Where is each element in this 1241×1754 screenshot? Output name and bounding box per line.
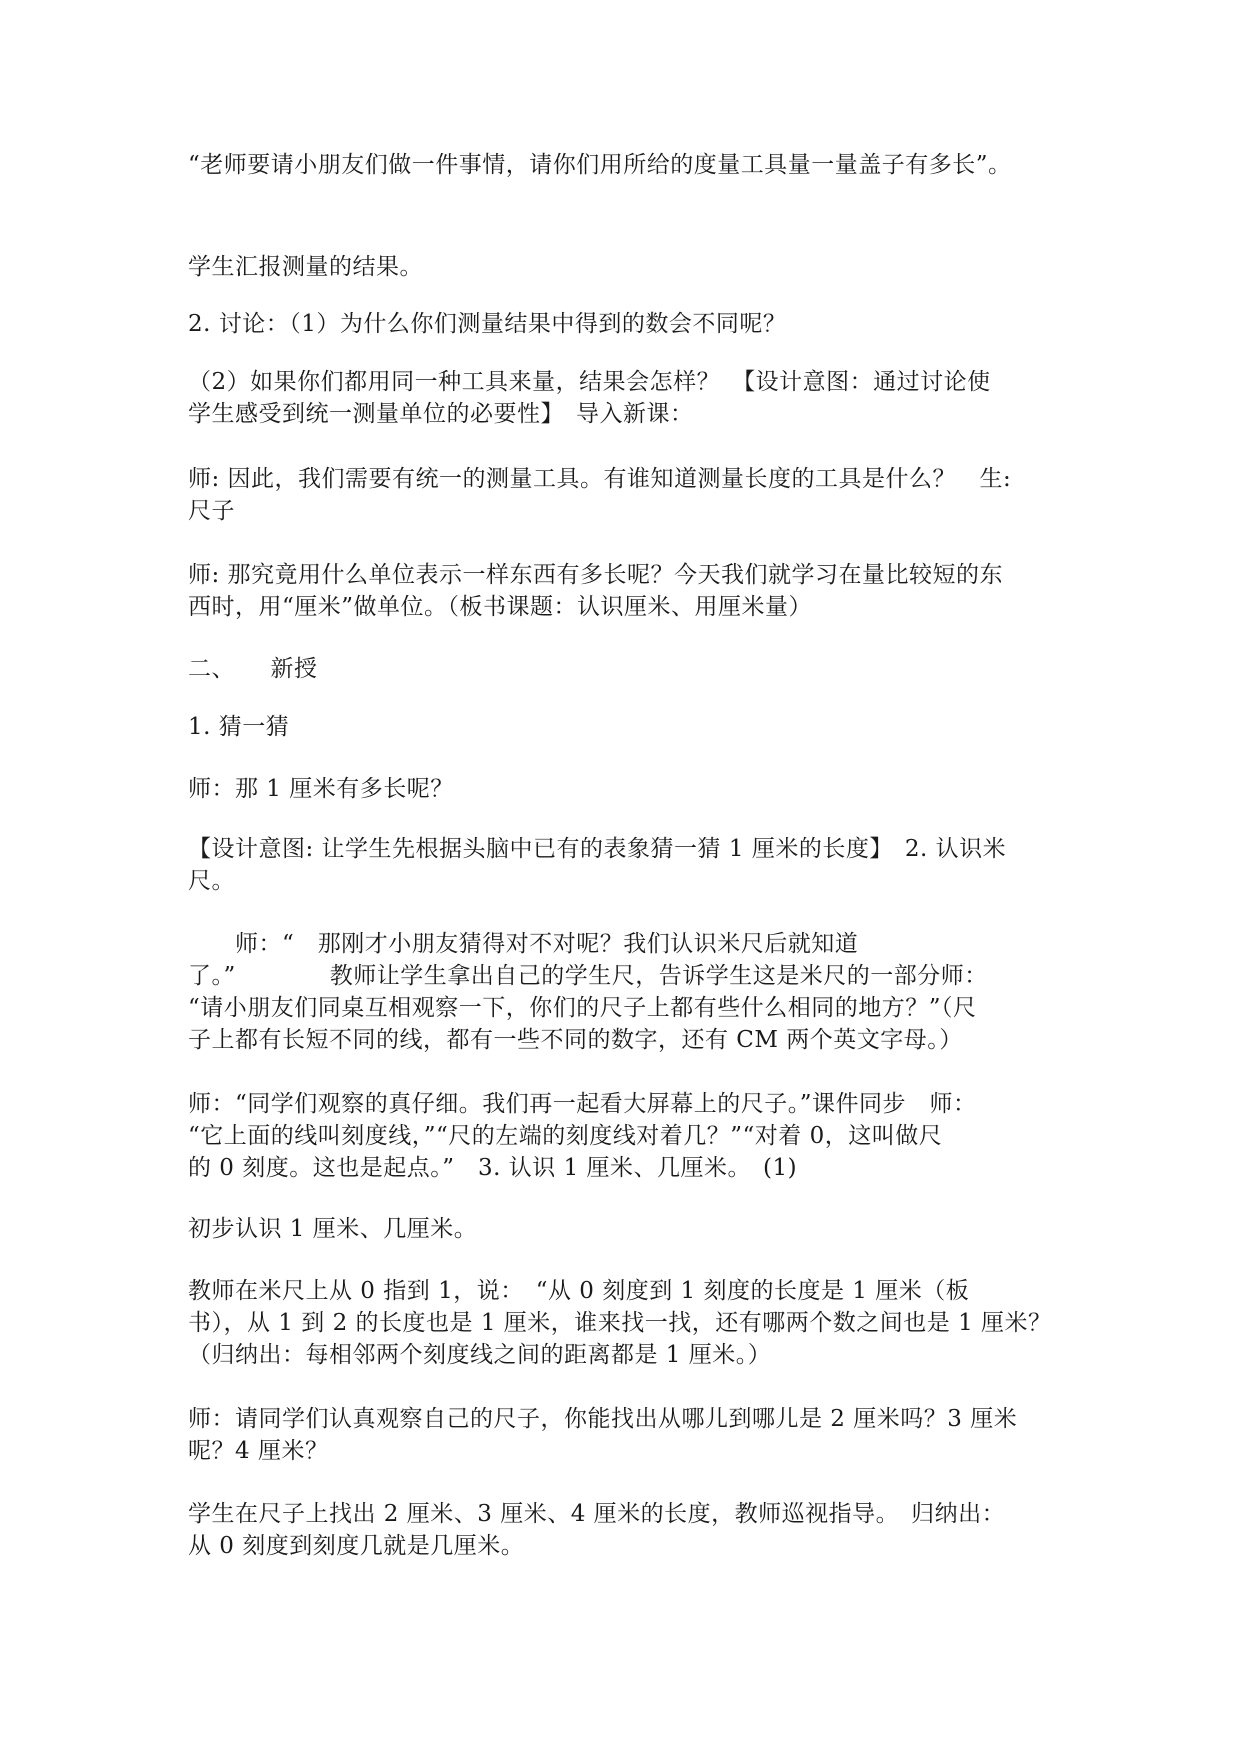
text-line: 初步认识 1 厘米、几厘米。 [188, 1216, 478, 1242]
text-line: 尺。 [188, 868, 235, 894]
text-line: （归纳出：每相邻两个刻度线之间的距离都是 1 厘米。） [188, 1342, 772, 1368]
section-heading: 二、 新授 [188, 656, 318, 682]
text-line: 西时，用“厘米”做单位。（板书课题：认识厘米、用厘米量） [188, 594, 813, 620]
text-line: 呢？4 厘米？ [188, 1438, 329, 1464]
text-line: 师：“同学们观察的真仔细。我们再一起看大屏幕上的尺子。”课件同步 师： [188, 1091, 977, 1117]
text-line: “老师要请小朋友们做一件事情，请你们用所给的度量工具量一量盖子有多长”。 [188, 152, 1012, 178]
text-line: 学生感受到统一测量单位的必要性】 导入新课： [188, 401, 694, 427]
text-line: 师：请同学们认真观察自己的尺子，你能找出从哪儿到哪儿是 2 厘米吗？3 厘米 [188, 1406, 1018, 1432]
text-line: （2）如果你们都用同一种工具来量，结果会怎样？ 【设计意图：通过讨论使 [188, 369, 991, 395]
text-line: 学生在尺子上找出 2 厘米、3 厘米、4 厘米的长度，教师巡视指导。 归纳出： [188, 1501, 1006, 1527]
text-line: 【设计意图: 让学生先根据头脑中已有的表象猜一猜 1 厘米的长度】 2. 认识米 [188, 836, 1007, 862]
text-line: 师: 因此，我们需要有统一的测量工具。有谁知道测量长度的工具是什么？ 生: [188, 466, 1012, 492]
text-line: 师：那 1 厘米有多长呢？ [188, 776, 454, 802]
text-line: 师: 那究竟用什么单位表示一样东西有多长呢？今天我们就学习在量比较短的东 [188, 562, 1004, 588]
text-line: 了。” 教师让学生拿出自己的学生尺，告诉学生这是米尺的一部分师： [188, 963, 988, 989]
text-line: 师：“ 那刚才小朋友猜得对不对呢？我们认识米尺后就知道 [188, 931, 859, 957]
text-line: 教师在米尺上从 0 指到 1，说： “从 0 刻度到 1 刻度的长度是 1 厘米（板 [188, 1278, 970, 1304]
text-line: 书），从 1 到 2 的长度也是 1 厘米，谁来找一找，还有哪两个数之间也是 1 厘米？ [188, 1310, 1052, 1336]
text-line: 尺子 [188, 498, 235, 524]
text-line: 1. 猜一猜 [188, 714, 290, 740]
text-line: “它上面的线叫刻度线，”“尺的左端的刻度线对着几？”“对着 0，这叫做尺 [188, 1123, 943, 1149]
text-line: “请小朋友们同桌互相观察一下，你们的尺子上都有些什么相同的地方？”（尺 [188, 995, 977, 1021]
text-line: 学生汇报测量的结果。 [188, 254, 423, 280]
text-line: 子上都有长短不同的线，都有一些不同的数字，还有 CM 两个英文字母。） [188, 1027, 963, 1053]
text-line: 2. 讨论：（1）为什么你们测量结果中得到的数会不同呢？ [188, 311, 787, 337]
text-line: 从 0 刻度到刻度几就是几厘米。 [188, 1533, 525, 1559]
text-line: 的 0 刻度。这也是起点。” 3. 认识 1 厘米、几厘米。 (1) [188, 1155, 798, 1181]
